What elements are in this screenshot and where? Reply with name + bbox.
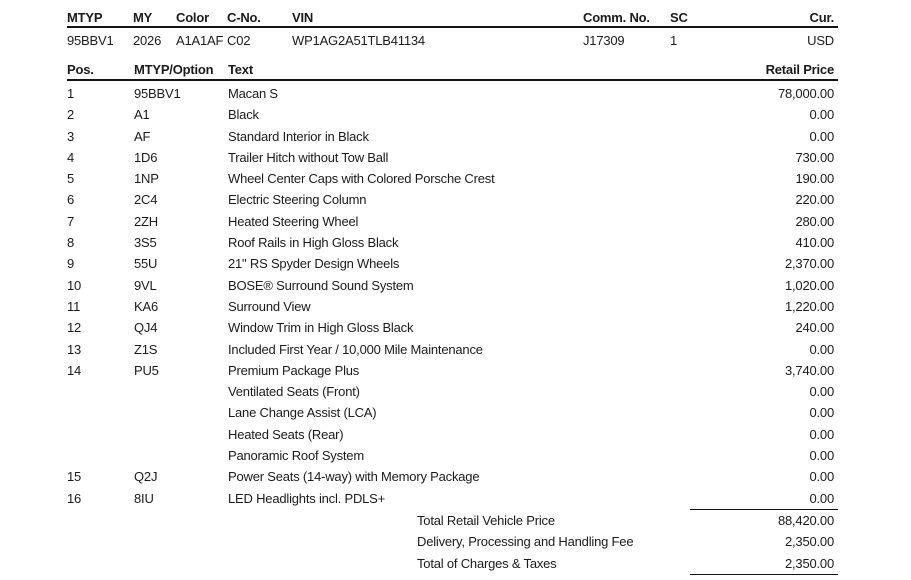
total-spacer (67, 531, 417, 552)
option-price: 0.00 (809, 384, 834, 400)
option-code: PU5 (134, 362, 159, 378)
option-price: 0.00 (809, 490, 834, 506)
option-price: 0.00 (809, 128, 834, 144)
option-pos: 16 (67, 490, 82, 506)
option-text: Heated Steering Wheel (228, 213, 359, 229)
total-label: Delivery, Processing and Handling Fee (417, 534, 634, 550)
header-cur: Cur. (809, 10, 834, 25)
option-text: Power Seats (14-way) with Memory Package (228, 469, 480, 485)
header-my: MY (133, 10, 153, 25)
value-color: A1A1AF (176, 33, 224, 48)
option-price: 0.00 (809, 469, 834, 485)
option-row (67, 147, 838, 168)
total-spacer (67, 553, 417, 574)
option-price: 0.00 (809, 448, 834, 464)
options-rows (67, 81, 838, 509)
option-row (67, 296, 838, 317)
options-header-row (67, 62, 838, 81)
header-vin: VIN (292, 10, 314, 25)
option-pos: 9 (67, 256, 75, 272)
option-row (67, 126, 838, 147)
option-row (67, 445, 838, 466)
option-code: 9VL (134, 277, 157, 293)
option-text: Heated Seats (Rear) (228, 426, 344, 442)
vehicle-summary-header-row (67, 0, 838, 28)
value-my: 2026 (133, 33, 162, 48)
option-row (67, 104, 838, 125)
header-option: MTYP/Option (134, 62, 214, 77)
option-pos: 14 (67, 362, 82, 378)
value-cur: USD (807, 33, 834, 48)
option-code: Q2J (134, 469, 158, 485)
option-text: Trailer Hitch without Tow Ball (228, 149, 389, 165)
option-pos: 8 (67, 235, 75, 251)
option-code: 3S5 (134, 235, 157, 251)
vehicle-summary-table (67, 0, 838, 48)
option-pos: 5 (67, 171, 75, 187)
option-text: Roof Rails in High Gloss Black (228, 235, 399, 251)
option-row (67, 168, 838, 189)
option-pos: 6 (67, 192, 75, 208)
option-text: Wheel Center Caps with Colored Porsche Crest (228, 171, 495, 187)
option-row (67, 83, 838, 104)
value-mtyp: 95BBV1 (67, 33, 114, 48)
option-code: 95BBV1 (134, 86, 181, 101)
option-price: 410.00 (795, 235, 834, 251)
option-price: 0.00 (809, 107, 834, 123)
total-value: 2,350.00 (784, 534, 834, 550)
option-code (134, 402, 228, 423)
options-table (67, 62, 838, 575)
option-text: Surround View (228, 298, 311, 314)
option-pos: 1 (67, 86, 75, 101)
option-code: KA6 (134, 298, 158, 314)
option-row (67, 189, 838, 210)
total-row (67, 531, 838, 552)
option-code (134, 424, 228, 445)
option-price: 1,220.00 (784, 298, 834, 314)
vehicle-summary-value-row (67, 28, 838, 48)
option-text: Premium Package Plus (228, 362, 360, 378)
option-text: Electric Steering Column (228, 192, 367, 208)
option-pos: 2 (67, 107, 75, 123)
option-row (67, 275, 838, 296)
option-row (67, 211, 838, 232)
option-text: Window Trim in High Gloss Black (228, 320, 414, 336)
total-label: Total Retail Vehicle Price (417, 512, 555, 528)
option-pos: 10 (67, 277, 82, 293)
grand-total-divider (690, 574, 838, 575)
option-price: 240.00 (795, 320, 834, 336)
total-row (67, 553, 838, 574)
option-pos (67, 381, 134, 402)
option-price: 730.00 (795, 149, 834, 165)
option-pos (67, 402, 134, 423)
value-sc: 1 (670, 33, 678, 48)
option-row (67, 381, 838, 402)
option-pos: 4 (67, 149, 75, 165)
option-text: Standard Interior in Black (228, 128, 369, 144)
option-text: BOSE® Surround Sound System (228, 277, 414, 293)
option-code: 55U (134, 256, 158, 272)
option-code: 2C4 (134, 192, 158, 208)
option-text: Black (228, 107, 259, 123)
option-price: 0.00 (809, 405, 834, 421)
header-color: Color (176, 10, 209, 25)
option-price: 190.00 (795, 171, 834, 187)
option-text: Included First Year / 10,000 Mile Maintenance (228, 341, 483, 357)
option-code (134, 445, 228, 466)
total-value: 2,350.00 (784, 555, 834, 571)
option-code: AF (134, 128, 151, 144)
option-price: 2,370.00 (784, 256, 834, 272)
option-code: 1D6 (134, 149, 158, 165)
option-pos: 15 (67, 469, 82, 485)
value-comm-no: J17309 (583, 33, 625, 48)
header-sc: SC (670, 10, 688, 25)
option-row (67, 466, 838, 487)
option-row (67, 402, 838, 423)
totals-section (67, 510, 838, 574)
option-row (67, 488, 838, 509)
option-code: Z1S (134, 341, 158, 357)
option-pos: 7 (67, 213, 75, 229)
option-text: Ventilated Seats (Front) (228, 384, 360, 400)
header-text: Text (228, 62, 253, 77)
total-spacer (67, 510, 417, 531)
option-text: 21" RS Spyder Design Wheels (228, 256, 400, 272)
option-price: 1,020.00 (784, 277, 834, 293)
header-retail-price: Retail Price (765, 62, 834, 77)
option-code: A1 (134, 107, 150, 123)
option-code (134, 381, 228, 402)
value-vin: WP1AG2A51TLB41134 (292, 33, 425, 48)
option-pos (67, 445, 134, 466)
value-c-no: C02 (227, 33, 251, 48)
option-code: 8IU (134, 490, 154, 506)
option-code: 1NP (134, 171, 159, 187)
header-mtyp: MTYP (67, 10, 103, 25)
option-text: Macan S (228, 86, 278, 101)
header-pos: Pos. (67, 62, 94, 77)
option-pos: 3 (67, 128, 75, 144)
option-price: 280.00 (795, 213, 834, 229)
option-pos (67, 424, 134, 445)
option-price: 78,000.00 (777, 86, 834, 101)
total-label: Total of Charges & Taxes (417, 555, 557, 571)
option-price: 3,740.00 (784, 362, 834, 378)
option-code: 2ZH (134, 213, 158, 229)
option-pos: 11 (67, 298, 81, 314)
option-row (67, 360, 838, 381)
option-text: LED Headlights incl. PDLS+ (228, 490, 386, 506)
option-price: 220.00 (795, 192, 834, 208)
option-code: QJ4 (134, 320, 158, 336)
option-text: Lane Change Assist (LCA) (228, 405, 377, 421)
total-value: 88,420.00 (777, 512, 834, 528)
option-row (67, 317, 838, 338)
option-price: 0.00 (809, 426, 834, 442)
option-text: Panoramic Roof System (228, 448, 364, 464)
option-row (67, 424, 838, 445)
vehicle-order-document (67, 0, 838, 575)
header-comm-no: Comm. No. (583, 10, 650, 25)
total-row (67, 510, 838, 531)
option-pos: 12 (67, 320, 82, 336)
option-price: 0.00 (809, 341, 834, 357)
option-row (67, 232, 838, 253)
option-row (67, 253, 838, 274)
option-row (67, 339, 838, 360)
option-pos: 13 (67, 341, 82, 357)
header-c-no: C-No. (227, 10, 261, 25)
